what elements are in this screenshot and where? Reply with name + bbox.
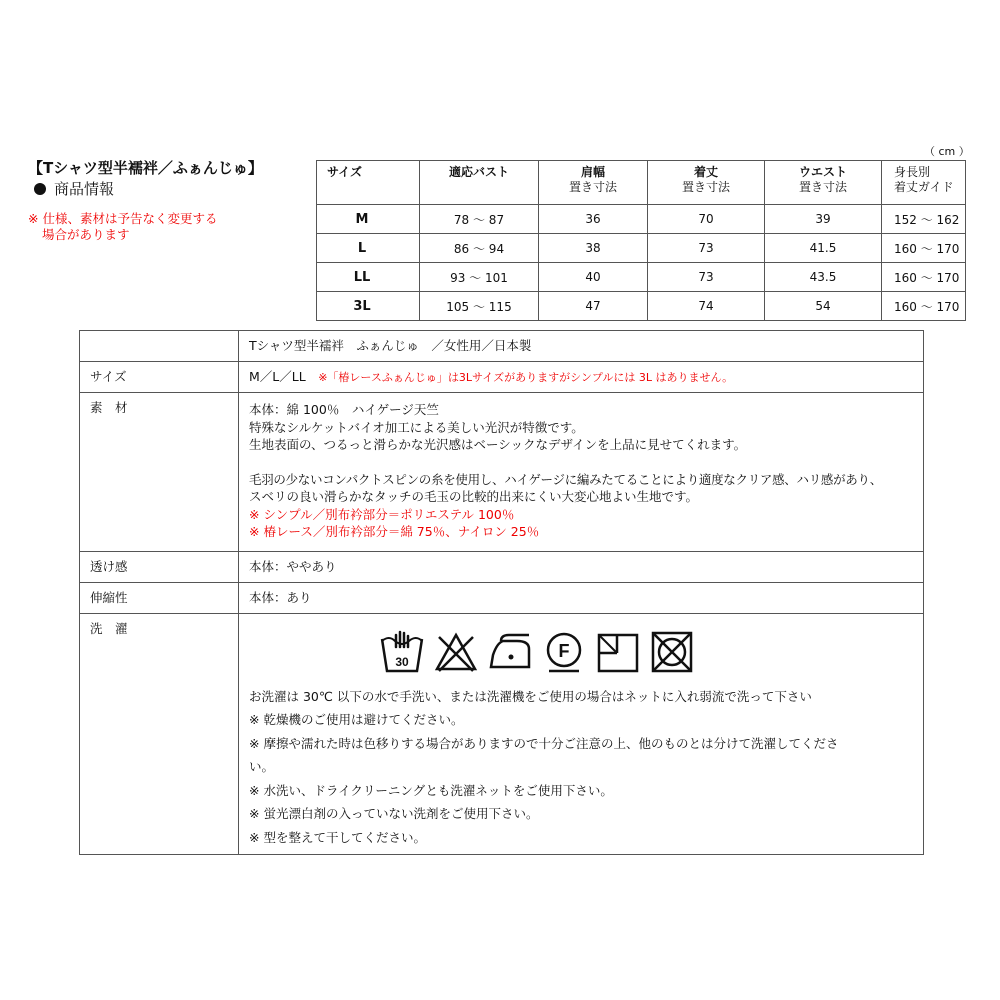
info-row-stretch [80, 582, 924, 613]
header-height-sub: 着丈ガイド [894, 180, 954, 194]
product-name: Tシャツ型半襦袢 ふぁんじゅ ／女性用／日本製 [239, 331, 924, 362]
cell-shoulder: 36 [539, 205, 648, 234]
spec-change-note [28, 211, 217, 243]
dry-clean-f-icon [541, 629, 587, 675]
subtitle [34, 178, 114, 199]
cell-bust: 105 ～ 115 [420, 292, 539, 321]
header-shoulder-sub: 置き寸法 [568, 180, 617, 194]
cell-length: 73 [648, 263, 765, 292]
material-note-red: ※ 椿レース／別布衿部分＝綿 75％、ナイロン 25％ [249, 524, 540, 539]
cell-height: 160 ～ 170 [882, 263, 966, 292]
header-waist-sub: 置き寸法 [798, 180, 847, 194]
material-line: 生地表面の、つるっと滑らかな光沢感はベーシックなデザインを上品に見せてくれます。 [249, 437, 747, 452]
size-note: ※「椿レースふぁんじゅ」は3Lサイズがありますがシンプルには 3L はありません。 [318, 371, 734, 384]
info-row-size [80, 362, 924, 393]
page-title: 【Tシャツ型半襦袢／ふぁんじゅ】 [28, 159, 263, 177]
size-table [316, 160, 966, 321]
material-line: 本体：綿 100％ ハイゲージ天竺 [249, 402, 439, 417]
unit-label: （ cm ） [924, 145, 970, 158]
info-row-material [80, 393, 924, 552]
material-line: 特殊なシルケットバイオ加工による美しい光沢が特徴です。 [249, 419, 584, 435]
no-tumble-dry-icon [649, 629, 695, 675]
cell-waist: 54 [765, 292, 882, 321]
wash-content [239, 613, 924, 855]
size-value: M／L／LL [249, 369, 306, 384]
info-row-product [80, 331, 924, 362]
table-row [317, 205, 966, 234]
wash-label: 洗 濯 [80, 613, 239, 855]
bullet-icon [34, 183, 46, 195]
header-size: サイズ [327, 165, 363, 179]
cell-size: LL [317, 263, 420, 292]
info-row-sheer [80, 551, 924, 582]
header-length-sub: 置き寸法 [681, 180, 730, 194]
header-length: 着丈 [693, 165, 718, 179]
table-row [317, 234, 966, 263]
dry-clean-text: F [558, 640, 570, 661]
cell-waist: 41.5 [765, 234, 882, 263]
cell-bust: 93 ～ 101 [420, 263, 539, 292]
stretch-label: 伸縮性 [80, 582, 239, 613]
material-content [239, 393, 924, 552]
wash-temp-text: 30 [395, 654, 409, 669]
wash-line: ※ 摩擦や濡れた時は色移りする場合がありますので十分ご注意の上、他のものとは分けて洗濯してくださ [249, 735, 839, 751]
wash-line: ※ 蛍光漂白剤の入っていない洗剤をご使用下さい。 [249, 806, 539, 821]
cell-size: M [317, 205, 420, 234]
cell-height: 152 ～ 162 [882, 205, 966, 234]
cell-height: 160 ～ 170 [882, 292, 966, 321]
sheer-label: 透け感 [80, 551, 239, 582]
size-table-header [317, 161, 966, 205]
subtitle-text: 商品情報 [54, 180, 115, 198]
size-label: サイズ [80, 362, 239, 393]
cell-waist: 39 [765, 205, 882, 234]
cell-shoulder: 47 [539, 292, 648, 321]
cell-size: L [317, 234, 420, 263]
table-row [317, 292, 966, 321]
wash-line: お洗濯は 30℃ 以下の水で手洗い、または洗濯機をご使用の場合はネットに入れ弱流で洗って下さい [249, 688, 812, 704]
wash-line: ※ 型を整えて干してください。 [249, 829, 426, 845]
hand-wash-30-icon [379, 629, 425, 675]
material-line: スベリの良い滑らかなタッチの毛玉の比較的出来にくい大変心地よい生地です。 [249, 489, 699, 504]
cell-length: 74 [648, 292, 765, 321]
wash-line: ※ 乾燥機のご使用は避けてください。 [249, 712, 464, 727]
stretch-value: 本体：あり [239, 582, 924, 613]
header-height: 身長別 [894, 165, 931, 179]
line-dry-shade-icon [595, 629, 641, 675]
wash-line: ※ 水洗い、ドライクリーニングとも洗濯ネットをご使用下さい。 [249, 782, 613, 798]
cell-shoulder: 38 [539, 234, 648, 263]
table-row [317, 263, 966, 292]
header-bust: 適応バスト [448, 165, 509, 179]
cell-length: 73 [648, 234, 765, 263]
cell-shoulder: 40 [539, 263, 648, 292]
cell-bust: 78 ～ 87 [420, 205, 539, 234]
note-line-2: 場合があります [42, 227, 130, 242]
cell-waist: 43.5 [765, 263, 882, 292]
info-row-wash [80, 613, 924, 855]
header-waist: ウエスト [798, 165, 847, 179]
material-line: 毛羽の少ないコンパクトスピンの糸を使用し、ハイゲージに編みたてることにより適度なクリア感、ハリ感があり、 [249, 471, 882, 487]
cell-size: 3L [317, 292, 420, 321]
no-bleach-icon [433, 629, 479, 675]
cell-bust: 86 ～ 94 [420, 234, 539, 263]
sheer-value: 本体：ややあり [239, 551, 924, 582]
wash-line: い。 [249, 759, 275, 774]
material-note-red: ※ シンプル／別布衿部分＝ポリエステル 100％ [249, 506, 515, 522]
cell-length: 70 [648, 205, 765, 234]
header-shoulder: 肩幅 [580, 165, 605, 179]
material-label: 素 材 [80, 393, 239, 552]
product-info-table [79, 330, 924, 855]
care-icons [379, 629, 913, 675]
note-line-1: ※ 仕様、素材は予告なく変更する [28, 211, 218, 226]
iron-low-icon [487, 629, 533, 675]
cell-height: 160 ～ 170 [882, 234, 966, 263]
